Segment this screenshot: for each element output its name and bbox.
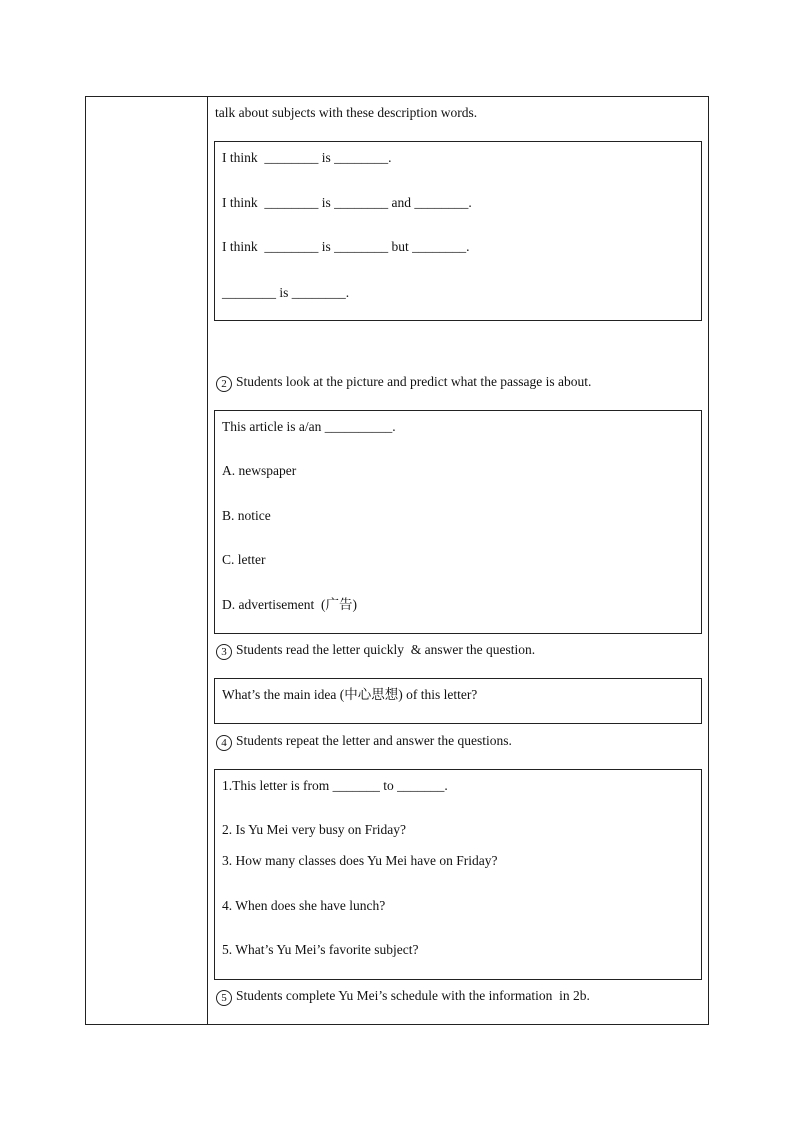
step-4 [216,733,512,751]
question-5: 5. What’s Yu Mei’s favorite subject? [222,942,419,957]
question-1: 1.This letter is from _______ to _______. [222,778,448,793]
pattern-line: I think ________ is ________ and ________. [222,195,472,210]
step-text: Students look at the picture and predict what the passage is about. [236,374,592,389]
option-a: A. newspaper [222,463,297,478]
option-c: C. letter [222,552,266,567]
main-idea-question: What’s the main idea (中心思想) of this letter? [222,687,478,702]
question-3: 3. How many classes does Yu Mei have on Friday? [222,853,498,868]
pattern-line: I think ________ is ________ but ________. [222,239,470,254]
step-5 [216,988,590,1006]
column-divider [207,96,208,1024]
step-text: Students read the letter quickly & answer the question. [236,642,536,657]
intro-text: talk about subjects with these description words. [215,105,478,120]
step-2 [216,374,591,392]
option-b: B. notice [222,508,271,523]
step-text: Students complete Yu Mei’s schedule with the information in 2b. [236,988,590,1003]
circled-number: 3 [216,644,232,660]
circled-number: 2 [216,376,232,392]
question: This article is a/an __________. [222,419,396,434]
step-3 [216,642,535,660]
step-text: Students repeat the letter and answer the questions. [236,733,512,748]
circled-number: 5 [216,990,232,1006]
pattern-line: ________ is ________. [222,285,350,300]
question-2: 2. Is Yu Mei very busy on Friday? [222,822,406,837]
circled-number: 4 [216,735,232,751]
pattern-line: I think ________ is ________. [222,150,392,165]
option-d: D. advertisement (广告) [222,597,357,612]
question-4: 4. When does she have lunch? [222,898,386,913]
